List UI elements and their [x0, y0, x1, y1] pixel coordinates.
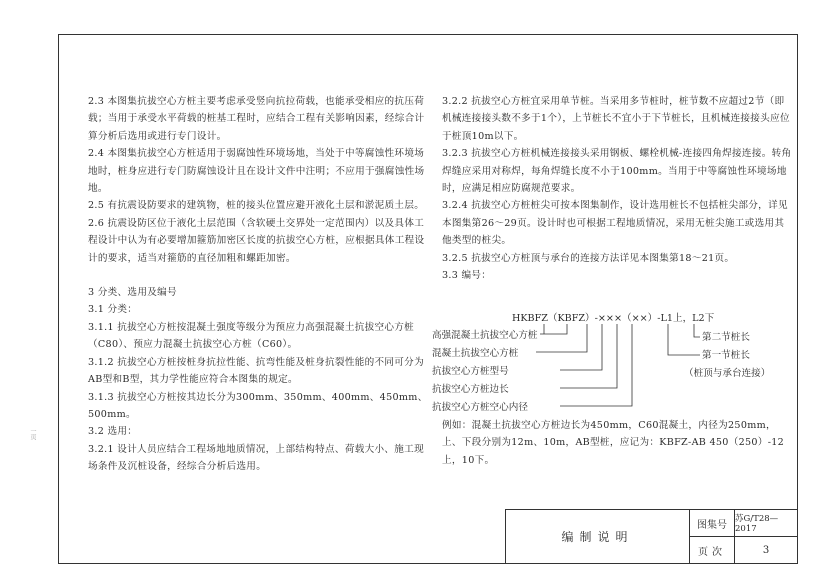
label-high-strength: 高强混凝土抗拔空心方桩	[432, 330, 538, 341]
label-inner-diameter: 抗拔空心方桩空心内径	[432, 402, 528, 413]
page-number: 3	[734, 536, 798, 564]
label-side-length: 抗拔空心方桩边长	[432, 384, 509, 395]
clause-3-1-2: 3.1.2 抗拔空心方桩按桩身抗拉性能、抗弯性能及桩身抗裂性能的不同可分为AB型和B型，其力学性能应符合本图集的规定。	[88, 356, 424, 386]
right-column	[442, 93, 792, 284]
clause-3-2-3: 3.2.3 抗拔空心方桩机械连接接头采用钢板、螺栓机械-连接四角焊接连接。转角焊缝应采用对称焊，每角焊缝长度不小于100mm。当用于中等腐蚀性环境场地时，应满足相应防腐规范要求。	[442, 148, 792, 195]
label-concrete: 混凝土抗拔空心方桩	[432, 348, 519, 359]
clause-3-2-4: 3.2.4 抗拔空心方桩桩尖可按本图集制作，设计选用桩长不包括桩尖部分，详见本图集第26～29页。设计时也可根据工程地质情况，采用无桩尖施工或选用其他类型的桩尖。	[442, 200, 788, 247]
atlas-no: 苏G/T28—2017	[734, 509, 798, 537]
left-column	[88, 93, 428, 476]
clause-3-3-heading: 3.3 编号：	[442, 270, 492, 282]
example-text: 例如：混凝土抗拔空心方桩边长为450mm，C60混凝土，内径为250mm，上、下段分别为12m、10m，AB型桩，应记为：KBFZ-AB 450（250）-12上，10下。	[442, 420, 785, 466]
clause-3-2-2: 3.2.2 抗拔空心方桩宜采用单节桩。当采用多节桩时，桩节数不应超过2节（即机械连接接头数不多于1个），上节桩长不宜小于下节桩长，且机械连接接头应位于桩顶10m以下。	[442, 96, 790, 142]
clause-2-3: 2.3 本图集抗拔空心方桩主要考虑承受竖向抗拉荷载，也能承受相应的抗压荷载；当用于承受水平荷载的桩基工程时，应结合工程有关影响因素，经综合计算分析后选用或进行专门设计。	[88, 96, 425, 142]
title-block	[505, 509, 798, 564]
clause-2-4: 2.4 本图集抗拔空心方桩适用于弱腐蚀性环境场地，当处于中等腐蚀性环境场地时，桩身应进行专门防腐蚀设计且在设计文件中注明；不应用于强腐蚀性场地。	[88, 148, 425, 195]
code-formula: HKBFZ（KBFZ）-×××（××）-L1上，L2下	[512, 313, 715, 324]
clause-3-2-heading: 3.2 选用：	[88, 426, 138, 438]
label-model: 抗拔空心方桩型号	[432, 366, 509, 377]
page-label: 页次	[689, 536, 735, 564]
label-second-pile: 第二节桩长	[702, 332, 750, 343]
leader-lines	[536, 324, 700, 406]
label-first-pile: 第一节桩长	[702, 350, 750, 361]
numbering-diagram	[432, 300, 798, 420]
drawing-title: 编制说明	[505, 509, 690, 564]
clause-3-1-heading: 3.1 分类：	[88, 304, 138, 316]
clause-2-6: 2.6 抗震设防区位于液化土层范围（含软硬土交界处一定范围内）以及具体工程设计中认为有必要增加箍筋加密区长度的抗拔空心方桩，应根据具体工程设计的要求，适当对箍筋的直径加粗和螺距加密。	[88, 217, 425, 264]
clause-3-1-3: 3.1.3 抗拔空心方桩按其边长分为300mm、350mm、400mm、450mm、500mm。	[88, 391, 428, 420]
clause-3-2-5: 3.2.5 抗拔空心方桩顶与承台的连接方法详见本图集第18～21页。	[442, 252, 735, 264]
section-3-heading: 3 分类、选用及编号	[88, 287, 177, 299]
clause-3-2-1: 3.2.1 设计人员应结合工程场地地质情况，上部结构特点、荷载大小、施工现场条件及沉桩设备，经综合分析后选用。	[88, 443, 424, 473]
side-mark: 一页	[29, 428, 36, 440]
clause-3-1-1: 3.1.1 抗拔空心方桩按混凝土强度等级分为预应力高强混凝土抗拔空心方桩（C80）、预应力混凝土抗拔空心方桩（C60）。	[88, 321, 415, 351]
label-connection-note: （桩顶与承台连接）	[684, 368, 771, 379]
clause-2-5: 2.5 有抗震设防要求的建筑物，桩的接头位置应避开液化土层和淤泥质土层。	[88, 200, 425, 212]
atlas-no-label: 图集号	[689, 509, 735, 537]
